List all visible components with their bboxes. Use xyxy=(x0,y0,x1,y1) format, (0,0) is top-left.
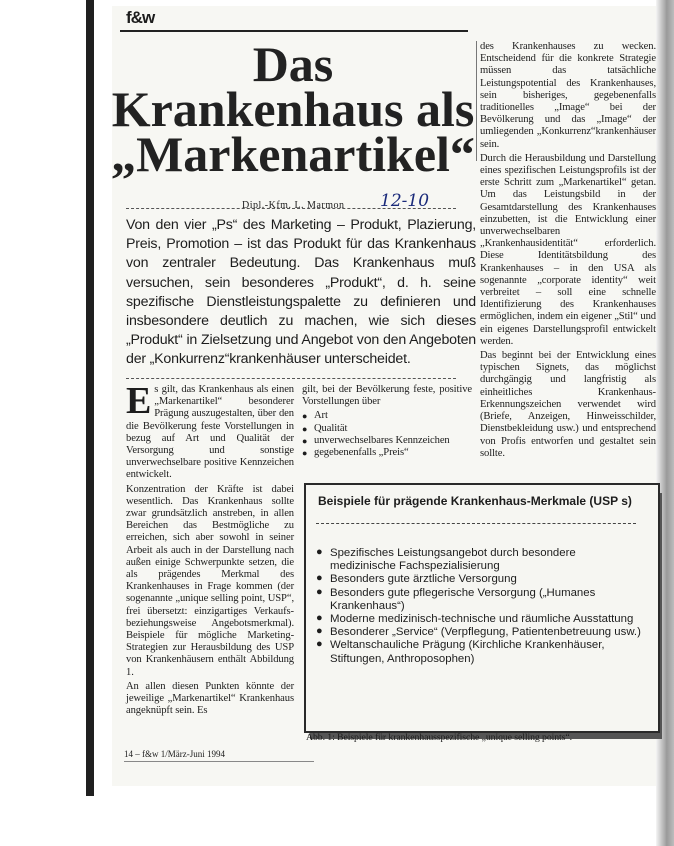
usp-item: ● Besonderer „Service“ (Verpflegung, Patientenbetreuung usw.) xyxy=(316,626,642,639)
title-line-2: Krankenhaus als xyxy=(111,81,475,137)
paragraph: gilt, bei der Bevölkerung feste, positive Vorstellungen über xyxy=(302,384,472,408)
list-item: ● gegebenenfalls „Preis“ xyxy=(302,447,472,459)
list-item: ● unverwechselbares Kennzeichen xyxy=(302,435,472,447)
figure-divider xyxy=(316,523,636,524)
usp-item: ● Besonders gute pflegerische Versorgung („Humanes Krankenhaus“) xyxy=(316,587,642,613)
body-column-1 xyxy=(126,380,294,719)
usp-item: ● Spezifisches Leistungsangebot durch besondere medizinische Fachspezialisierung xyxy=(316,547,642,573)
usp-item: ● Moderne medizinisch-technische und räumliche Ausstattung xyxy=(316,613,642,626)
title-line-1: Das xyxy=(252,36,334,92)
drop-cap: E xyxy=(126,380,152,422)
article-title xyxy=(110,36,476,182)
figure-title: Beispiele für prägende Krankenhaus-Merkmale (USP s) xyxy=(318,494,632,508)
usp-list xyxy=(316,547,642,666)
figure-caption: Abb. 1: Beispiele für krankenhausspezifische „unique selling points“. xyxy=(306,732,572,743)
paragraph: Das beginnt bei der Entwicklung eines typischen Signets, das möglichst durchgängig und langfristig als einheitliches Krankenhaus-Erkennungszeichen verwendet wird (Briefe, Anzeigen, Hinweisschilder, Dienstbekleidung usw.) und entsprechend von Profis entworfen und gestaltet sein sollte. xyxy=(480,350,656,459)
handwritten-annotation: 12-10 xyxy=(380,191,430,211)
paragraph: An allen diesen Punkten könnte der jeweilige „Markenartikel“ Krankenhaus angeknüpft sein. Es xyxy=(126,680,294,717)
header-rule xyxy=(120,30,468,32)
title-line-3: „Markenartikel“ xyxy=(111,126,475,182)
usp-item: ● Besonders gute ärztliche Versorgung xyxy=(316,573,642,586)
list-item: ● Art xyxy=(302,410,472,422)
body-column-3 xyxy=(480,41,656,493)
paragraph: des Krankenhauses zu wecken. Entscheidend für die konkrete Strategie müssen das tatsächliche Leistungspotential des Krankenhauses, sein bisheriges, gegebenenfalls traditionelles „Image“ bei der Bevölkerung und das „Image“ der umliegenden „Konkurrenz“krankenhäuser sein. xyxy=(480,41,656,150)
paragraph: Konzentration der Kräfte ist dabei wesentlich. Das Krankenhaus sollte zwar grundsätzlich anstreben, in allen Bereichen das Bestmögliche zu erreichen, sich aber sowohl in seiner Arbeit als auch in der Darstellung nach außen einige Schwerpunkte setzen, die als prägendes Merkmal des Krankenhauses in Frage kommen (der sogenannte „unique selling point, USP“, frei übersetzt: einzigartiges Verkaufs- beziehungsweise Angebotsmerkmal). Beispiele für mögliche Marketing-Strategien zur Herausbildung des USP von Krankenhäusern enthält Abbildung 1. xyxy=(126,483,294,678)
bullet-list xyxy=(302,410,472,459)
paragraph-text: s gilt, das Krankenhaus als einen „Markenartikel“ besonderer Prägung auszugestalten, über den die Bevölkerung feste Vorstellungen in bezug auf Art und Qualität der Versorgung und sonstige unverwechselbare positive Kennzeichen entwickelt. xyxy=(126,384,294,481)
lead-divider xyxy=(126,378,456,379)
binding-edge xyxy=(86,0,94,796)
paragraph xyxy=(126,380,294,482)
lead-paragraph: Von den vier „Ps“ des Marketing – Produkt, Plazierung, Preis, Promotion – ist das Produkt für das Krankenhaus von zentraler Bedeutung. Das Krankenhaus muß versuchen, sein besonderes „Produkt“, d. h. seine spezifische Dienstleistungspalette zu definieren und insbesondere deutlich zu machen, wie sich dieses „Produkt“ in Zielsetzung und Angebot von den Angeboten der „Konkurrenz“krankenhäuser unterscheidet. xyxy=(126,217,476,368)
paragraph: Durch die Herausbildung und Darstellung eines spezifischen Leistungsprofils ist der erste Schritt zum „Markenartikel“ getan. Um das Leistungsbild in der Gesamtdarstellung des Krankenhauses einzubetten, ist die Entwicklung einer unverwechselbaren „Krankenhausidentität“ erforderlich. Diese Identitätsbildung des Krankenhauses – in den USA als sogenannte „corporate identity“ weit verbreitet – soll eine schnelle Identifizierung des Krankenhauses ermöglichen, indem ein eigener „Stil“ und ein eigenes Darstellungsprofil entwickelt werden. xyxy=(480,152,656,347)
usp-item: ● Weltanschauliche Prägung (Kirchliche Krankenhäuser, Stiftungen, Anthroposophen) xyxy=(316,639,642,665)
author-byline: Dipl.-Kfm. L. Marmon xyxy=(242,200,345,211)
footer-rule xyxy=(124,761,314,762)
list-item: ● Qualität xyxy=(302,423,472,435)
figure-box xyxy=(304,483,660,733)
body-column-2 xyxy=(302,384,472,459)
page-footer: 14 – f&w 1/März-Juni 1994 xyxy=(124,749,225,759)
magazine-logo: f&w xyxy=(126,8,155,27)
column-rule xyxy=(476,41,477,161)
